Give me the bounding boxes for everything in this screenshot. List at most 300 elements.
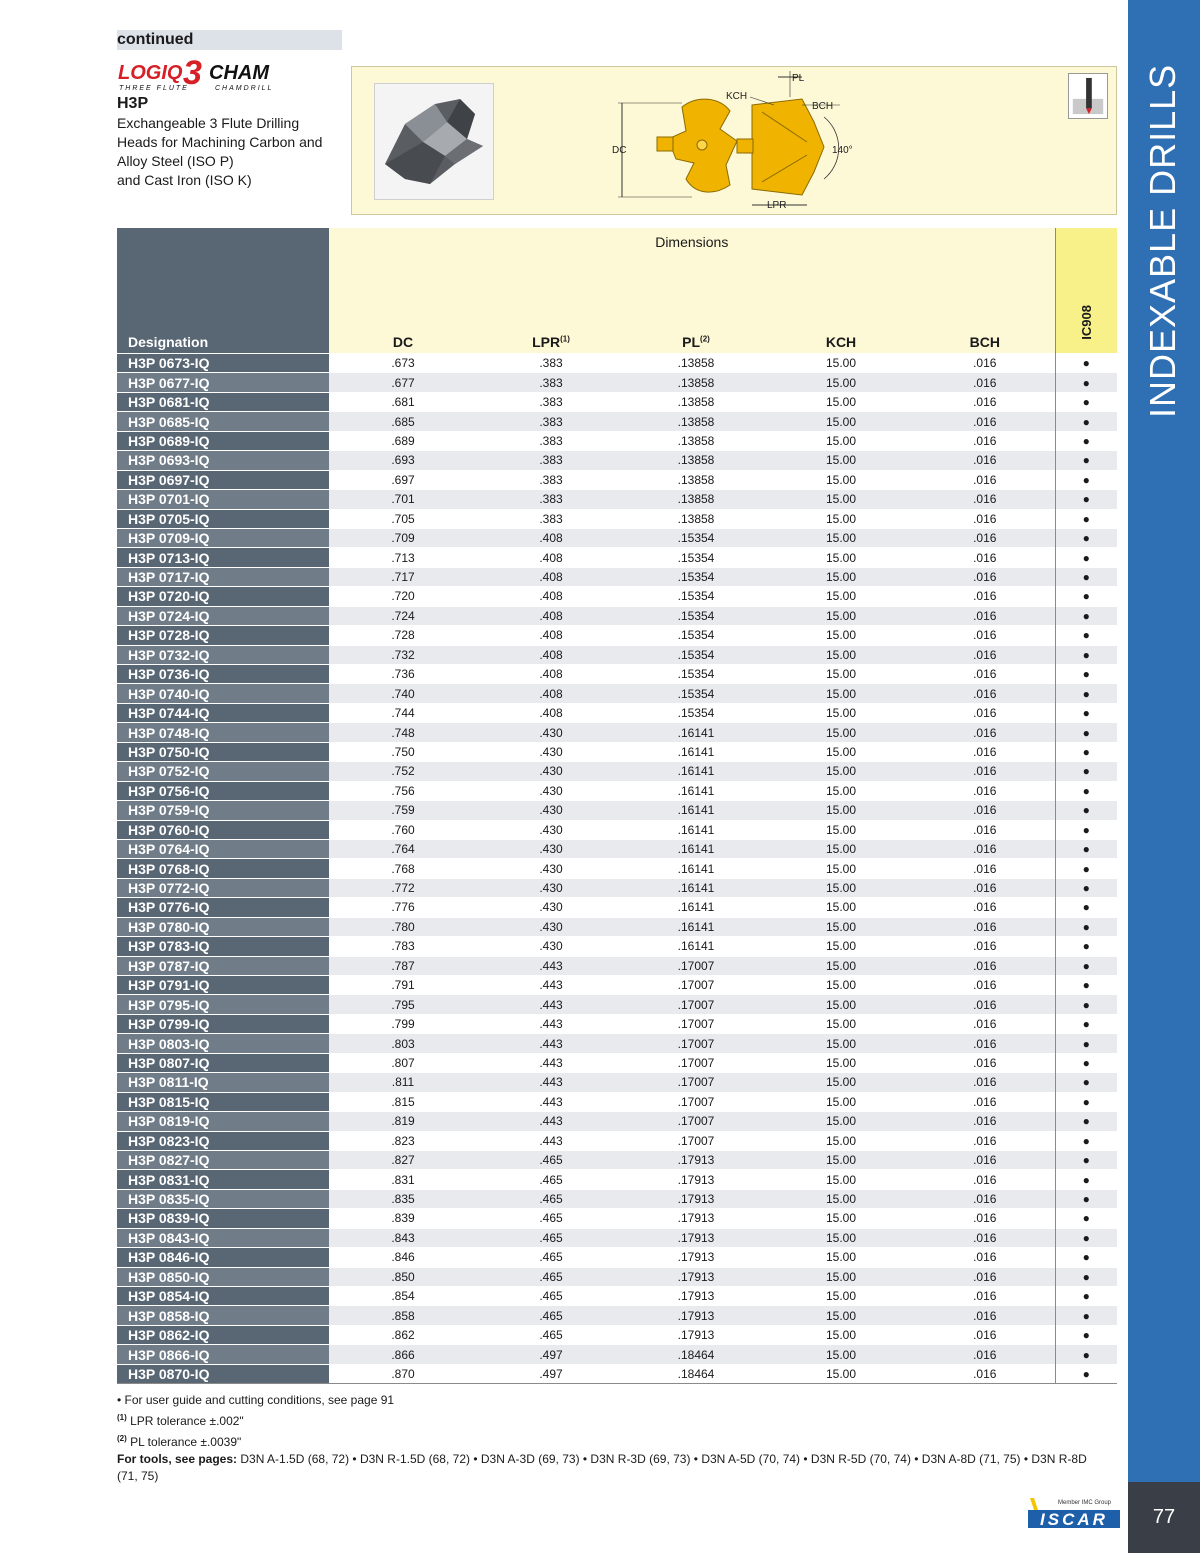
footnote-mark-2: (2) — [700, 334, 710, 344]
stock-indicator: ● — [1055, 1014, 1117, 1033]
cell-pl: .16141 — [625, 878, 767, 897]
table-row — [117, 1228, 1117, 1247]
cell-kch: 15.00 — [767, 1131, 915, 1150]
fn1-mark: (1) — [117, 1413, 127, 1422]
designation-cell: H3P 0724-IQ — [117, 606, 329, 625]
table-row — [117, 1287, 1117, 1306]
product-code: H3P — [117, 95, 149, 112]
stock-indicator: ● — [1055, 1287, 1117, 1306]
cell-kch: 15.00 — [767, 898, 915, 917]
cell-dc: .681 — [329, 392, 477, 411]
cell-lpr: .430 — [477, 723, 625, 742]
stock-indicator: ● — [1055, 917, 1117, 936]
cell-pl: .15354 — [625, 528, 767, 547]
table-row — [117, 470, 1117, 489]
cell-pl: .17913 — [625, 1248, 767, 1267]
cell-bch: .016 — [915, 606, 1055, 625]
table-row — [117, 839, 1117, 858]
cell-pl: .17007 — [625, 995, 767, 1014]
cell-lpr: .443 — [477, 1092, 625, 1111]
iscar-logo — [1028, 1496, 1120, 1530]
designation-cell: H3P 0760-IQ — [117, 820, 329, 839]
cell-bch: .016 — [915, 1034, 1055, 1053]
header-pl-label: PL — [682, 334, 701, 350]
tools-text: D3N A-1.5D (68, 72) • D3N R-1.5D (68, 72) • D3N A-3D (69, 73) • D3N R-3D (69, 73) • D3N A-5D (70, 74) • D3N R-5D (70, 74) • D3N A-8D (71, 75) • D3N R-8D (71, 75) — [117, 1452, 1087, 1483]
header-dc-label: DC — [392, 334, 414, 350]
stock-indicator: ● — [1055, 606, 1117, 625]
stock-indicator: ● — [1055, 937, 1117, 956]
cell-dc: .709 — [329, 528, 477, 547]
cell-kch: 15.00 — [767, 1209, 915, 1228]
cell-bch: .016 — [915, 587, 1055, 606]
designation-cell: H3P 0768-IQ — [117, 859, 329, 878]
stock-indicator: ● — [1055, 956, 1117, 975]
cell-bch: .016 — [915, 820, 1055, 839]
cell-lpr: .443 — [477, 956, 625, 975]
cell-pl: .17913 — [625, 1209, 767, 1228]
cell-dc: .803 — [329, 1034, 477, 1053]
designation-cell: H3P 0803-IQ — [117, 1034, 329, 1053]
table-row — [117, 703, 1117, 722]
cell-bch: .016 — [915, 548, 1055, 567]
cell-dc: .791 — [329, 976, 477, 995]
cell-dc: .807 — [329, 1053, 477, 1072]
table-row — [117, 606, 1117, 625]
cell-pl: .17007 — [625, 1092, 767, 1111]
cell-kch: 15.00 — [767, 645, 915, 664]
stock-indicator: ● — [1055, 1073, 1117, 1092]
cell-bch: .016 — [915, 703, 1055, 722]
header-grade — [1055, 228, 1117, 354]
cell-dc: .701 — [329, 490, 477, 509]
cell-dc: .713 — [329, 548, 477, 567]
designation-cell: H3P 0783-IQ — [117, 937, 329, 956]
cell-dc: .748 — [329, 723, 477, 742]
stock-indicator: ● — [1055, 1267, 1117, 1286]
stock-indicator: ● — [1055, 1150, 1117, 1169]
stock-indicator: ● — [1055, 1112, 1117, 1131]
table-row — [117, 976, 1117, 995]
cell-dc: .744 — [329, 703, 477, 722]
cell-dc: .811 — [329, 1073, 477, 1092]
stock-indicator: ● — [1055, 1034, 1117, 1053]
cell-pl: .15354 — [625, 645, 767, 664]
cell-pl: .17913 — [625, 1228, 767, 1247]
grade-label: IC908 — [1078, 305, 1094, 340]
cell-kch: 15.00 — [767, 490, 915, 509]
header-lpr-label: LPR — [532, 334, 561, 350]
cell-dc: .693 — [329, 451, 477, 470]
stock-indicator: ● — [1055, 1053, 1117, 1072]
cell-kch: 15.00 — [767, 373, 915, 392]
cell-dc: .815 — [329, 1092, 477, 1111]
cell-pl: .17007 — [625, 1053, 767, 1072]
cell-dc: .717 — [329, 567, 477, 586]
cell-pl: .16141 — [625, 742, 767, 761]
cell-kch: 15.00 — [767, 820, 915, 839]
note-user-guide: • For user guide and cutting conditions, see page 91 — [117, 1393, 395, 1407]
cell-kch: 15.00 — [767, 1287, 915, 1306]
cell-pl: .18464 — [625, 1345, 767, 1364]
cell-pl: .13858 — [625, 354, 767, 373]
stock-indicator: ● — [1055, 451, 1117, 470]
fn2-mark: (2) — [117, 1434, 127, 1443]
cell-dc: .823 — [329, 1131, 477, 1150]
cell-kch: 15.00 — [767, 976, 915, 995]
table-row — [117, 548, 1117, 567]
stock-indicator: ● — [1055, 645, 1117, 664]
stock-indicator: ● — [1055, 626, 1117, 645]
table-row — [117, 742, 1117, 761]
designation-cell: H3P 0819-IQ — [117, 1112, 329, 1131]
cell-lpr: .383 — [477, 470, 625, 489]
cell-dc: .780 — [329, 917, 477, 936]
cell-lpr: .430 — [477, 898, 625, 917]
designation-cell: H3P 0772-IQ — [117, 878, 329, 897]
cell-bch: .016 — [915, 412, 1055, 431]
cell-lpr: .383 — [477, 392, 625, 411]
cell-kch: 15.00 — [767, 1267, 915, 1286]
cell-lpr: .430 — [477, 781, 625, 800]
cell-dc: .839 — [329, 1209, 477, 1228]
stock-indicator: ● — [1055, 1345, 1117, 1364]
cell-pl: .17913 — [625, 1267, 767, 1286]
table-row — [117, 1267, 1117, 1286]
cell-kch: 15.00 — [767, 451, 915, 470]
table-row — [117, 878, 1117, 897]
cell-pl: .17007 — [625, 1014, 767, 1033]
header-kch — [767, 256, 915, 354]
cell-lpr: .408 — [477, 606, 625, 625]
cell-dc: .689 — [329, 431, 477, 450]
designation-cell: H3P 0795-IQ — [117, 995, 329, 1014]
table-row — [117, 898, 1117, 917]
page-number: 77 — [1128, 1482, 1200, 1553]
cell-dc: .827 — [329, 1150, 477, 1169]
cell-dc: .732 — [329, 645, 477, 664]
designation-cell: H3P 0839-IQ — [117, 1209, 329, 1228]
stock-indicator: ● — [1055, 567, 1117, 586]
stock-indicator: ● — [1055, 1325, 1117, 1344]
table-row — [117, 587, 1117, 606]
cell-bch: .016 — [915, 781, 1055, 800]
cell-bch: .016 — [915, 451, 1055, 470]
header-dc — [329, 256, 477, 354]
cell-bch: .016 — [915, 431, 1055, 450]
cell-lpr: .465 — [477, 1170, 625, 1189]
stock-indicator: ● — [1055, 373, 1117, 392]
brand-cham: CHAM — [209, 62, 269, 84]
designation-cell: H3P 0776-IQ — [117, 898, 329, 917]
cell-lpr: .408 — [477, 528, 625, 547]
cell-kch: 15.00 — [767, 1034, 915, 1053]
cell-kch: 15.00 — [767, 626, 915, 645]
table-row — [117, 995, 1117, 1014]
cell-lpr: .408 — [477, 645, 625, 664]
stock-indicator: ● — [1055, 1248, 1117, 1267]
cell-pl: .16141 — [625, 839, 767, 858]
header-lpr — [477, 256, 625, 354]
cell-lpr: .465 — [477, 1189, 625, 1208]
dimension-diagram — [602, 67, 862, 216]
cell-dc: .862 — [329, 1325, 477, 1344]
cell-pl: .17007 — [625, 956, 767, 975]
cell-dc: .776 — [329, 898, 477, 917]
table-row — [117, 1345, 1117, 1364]
designation-cell: H3P 0780-IQ — [117, 917, 329, 936]
cell-pl: .16141 — [625, 898, 767, 917]
cell-kch: 15.00 — [767, 548, 915, 567]
designation-cell: H3P 0835-IQ — [117, 1189, 329, 1208]
cell-pl: .17007 — [625, 1112, 767, 1131]
header-pl — [625, 256, 767, 354]
cell-lpr: .430 — [477, 820, 625, 839]
table-row — [117, 1073, 1117, 1092]
cell-kch: 15.00 — [767, 742, 915, 761]
cell-bch: .016 — [915, 917, 1055, 936]
cell-dc: .843 — [329, 1228, 477, 1247]
stock-indicator: ● — [1055, 412, 1117, 431]
cell-pl: .15354 — [625, 703, 767, 722]
designation-cell: H3P 0799-IQ — [117, 1014, 329, 1033]
cell-dc: .720 — [329, 587, 477, 606]
stock-indicator: ● — [1055, 995, 1117, 1014]
cell-dc: .760 — [329, 820, 477, 839]
cell-kch: 15.00 — [767, 1170, 915, 1189]
cell-dc: .772 — [329, 878, 477, 897]
stock-indicator: ● — [1055, 723, 1117, 742]
cell-kch: 15.00 — [767, 995, 915, 1014]
label-lpr: LPR — [767, 200, 787, 211]
cell-kch: 15.00 — [767, 723, 915, 742]
cell-dc: .819 — [329, 1112, 477, 1131]
cell-dc: .705 — [329, 509, 477, 528]
cell-pl: .15354 — [625, 665, 767, 684]
description-line: Alloy Steel (ISO P) — [117, 153, 234, 169]
designation-cell: H3P 0858-IQ — [117, 1306, 329, 1325]
cell-kch: 15.00 — [767, 431, 915, 450]
cell-kch: 15.00 — [767, 1014, 915, 1033]
stock-indicator: ● — [1055, 820, 1117, 839]
table-row — [117, 412, 1117, 431]
designation-cell: H3P 0673-IQ — [117, 354, 329, 373]
table-row — [117, 645, 1117, 664]
designation-cell: H3P 0681-IQ — [117, 392, 329, 411]
cell-dc: .831 — [329, 1170, 477, 1189]
footnote-mark-1: (1) — [560, 334, 570, 344]
table-row — [117, 1053, 1117, 1072]
cell-bch: .016 — [915, 1228, 1055, 1247]
insert-side-view — [737, 99, 824, 195]
cell-pl: .17007 — [625, 1073, 767, 1092]
cell-kch: 15.00 — [767, 1364, 915, 1383]
cell-kch: 15.00 — [767, 956, 915, 975]
cell-dc: .764 — [329, 839, 477, 858]
cell-lpr: .430 — [477, 917, 625, 936]
designation-cell: H3P 0807-IQ — [117, 1053, 329, 1072]
cell-dc: .685 — [329, 412, 477, 431]
cell-bch: .016 — [915, 1209, 1055, 1228]
label-pl: PL — [792, 73, 805, 84]
cell-lpr: .408 — [477, 587, 625, 606]
stock-indicator: ● — [1055, 470, 1117, 489]
cell-lpr: .443 — [477, 1034, 625, 1053]
table-row — [117, 528, 1117, 547]
cell-pl: .16141 — [625, 859, 767, 878]
cell-kch: 15.00 — [767, 587, 915, 606]
cell-bch: .016 — [915, 1325, 1055, 1344]
cell-pl: .16141 — [625, 762, 767, 781]
cell-kch: 15.00 — [767, 470, 915, 489]
cell-kch: 15.00 — [767, 567, 915, 586]
cell-bch: .016 — [915, 354, 1055, 373]
designation-cell: H3P 0854-IQ — [117, 1287, 329, 1306]
header-bch-label: BCH — [969, 334, 1000, 350]
cell-lpr: .383 — [477, 451, 625, 470]
cell-pl: .16141 — [625, 781, 767, 800]
cell-bch: .016 — [915, 723, 1055, 742]
cell-lpr: .383 — [477, 354, 625, 373]
designation-cell: H3P 0815-IQ — [117, 1092, 329, 1111]
cell-lpr: .443 — [477, 1053, 625, 1072]
designation-cell: H3P 0744-IQ — [117, 703, 329, 722]
cell-lpr: .430 — [477, 839, 625, 858]
cell-pl: .15354 — [625, 548, 767, 567]
cell-bch: .016 — [915, 392, 1055, 411]
cell-lpr: .408 — [477, 703, 625, 722]
cell-bch: .016 — [915, 1112, 1055, 1131]
cell-lpr: .443 — [477, 1014, 625, 1033]
cell-lpr: .383 — [477, 412, 625, 431]
note-tools — [117, 1451, 1107, 1485]
cell-bch: .016 — [915, 859, 1055, 878]
continued-label: continued — [117, 30, 342, 50]
stock-indicator: ● — [1055, 548, 1117, 567]
specification-table — [117, 228, 1117, 1384]
table-row — [117, 1150, 1117, 1169]
cell-pl: .16141 — [625, 917, 767, 936]
cell-dc: .740 — [329, 684, 477, 703]
cell-dc: .846 — [329, 1248, 477, 1267]
cell-pl: .17913 — [625, 1325, 767, 1344]
cell-dc: .768 — [329, 859, 477, 878]
cell-pl: .13858 — [625, 451, 767, 470]
cell-bch: .016 — [915, 1189, 1055, 1208]
product-description — [117, 114, 349, 190]
stock-indicator: ● — [1055, 742, 1117, 761]
designation-cell: H3P 0693-IQ — [117, 451, 329, 470]
table-row — [117, 781, 1117, 800]
cell-lpr: .430 — [477, 878, 625, 897]
cell-bch: .016 — [915, 956, 1055, 975]
cell-lpr: .430 — [477, 762, 625, 781]
label-angle: 140° — [832, 145, 853, 156]
description-line: Exchangeable 3 Flute Drilling — [117, 115, 300, 131]
designation-cell: H3P 0870-IQ — [117, 1364, 329, 1383]
cell-dc: .677 — [329, 373, 477, 392]
stock-indicator: ● — [1055, 587, 1117, 606]
cell-pl: .15354 — [625, 626, 767, 645]
table-row — [117, 859, 1117, 878]
cell-bch: .016 — [915, 684, 1055, 703]
stock-indicator: ● — [1055, 762, 1117, 781]
stock-indicator: ● — [1055, 898, 1117, 917]
cell-pl: .17913 — [625, 1189, 767, 1208]
table-row — [117, 801, 1117, 820]
cell-dc: .752 — [329, 762, 477, 781]
cell-bch: .016 — [915, 373, 1055, 392]
cell-bch: .016 — [915, 626, 1055, 645]
cell-bch: .016 — [915, 665, 1055, 684]
cell-kch: 15.00 — [767, 1053, 915, 1072]
cell-bch: .016 — [915, 937, 1055, 956]
stock-indicator: ● — [1055, 1209, 1117, 1228]
cell-bch: .016 — [915, 878, 1055, 897]
table-row — [117, 1189, 1117, 1208]
designation-cell: H3P 0846-IQ — [117, 1248, 329, 1267]
cell-pl: .16141 — [625, 723, 767, 742]
table-row — [117, 1364, 1117, 1383]
cell-kch: 15.00 — [767, 839, 915, 858]
cell-lpr: .465 — [477, 1325, 625, 1344]
cell-kch: 15.00 — [767, 859, 915, 878]
cell-dc: .858 — [329, 1306, 477, 1325]
stock-indicator: ● — [1055, 839, 1117, 858]
table-row — [117, 1209, 1117, 1228]
cell-kch: 15.00 — [767, 781, 915, 800]
cell-bch: .016 — [915, 1267, 1055, 1286]
cell-dc: .783 — [329, 937, 477, 956]
cell-bch: .016 — [915, 742, 1055, 761]
cell-bch: .016 — [915, 1073, 1055, 1092]
cell-lpr: .408 — [477, 665, 625, 684]
table-row — [117, 626, 1117, 645]
stock-indicator: ● — [1055, 801, 1117, 820]
designation-cell: H3P 0701-IQ — [117, 490, 329, 509]
cell-lpr: .465 — [477, 1287, 625, 1306]
cell-bch: .016 — [915, 567, 1055, 586]
cell-bch: .016 — [915, 976, 1055, 995]
cell-bch: .016 — [915, 1345, 1055, 1364]
cell-pl: .13858 — [625, 373, 767, 392]
cell-pl: .15354 — [625, 567, 767, 586]
designation-cell: H3P 0713-IQ — [117, 548, 329, 567]
cell-lpr: .465 — [477, 1228, 625, 1247]
cell-pl: .17007 — [625, 1131, 767, 1150]
cell-lpr: .383 — [477, 431, 625, 450]
brand-sub-right: CHAMDRILL — [215, 85, 274, 92]
cell-pl: .15354 — [625, 606, 767, 625]
iscar-wordmark: ISCAR — [1040, 1510, 1108, 1529]
section-title: INDEXABLE DRILLS — [1142, 63, 1183, 418]
cell-lpr: .408 — [477, 684, 625, 703]
stock-indicator: ● — [1055, 1189, 1117, 1208]
table-row — [117, 723, 1117, 742]
designation-cell: H3P 0717-IQ — [117, 567, 329, 586]
table-row — [117, 1325, 1117, 1344]
designation-cell: H3P 0823-IQ — [117, 1131, 329, 1150]
designation-cell: H3P 0689-IQ — [117, 431, 329, 450]
cell-dc: .866 — [329, 1345, 477, 1364]
footnotes — [117, 1392, 1107, 1485]
cell-kch: 15.00 — [767, 684, 915, 703]
cell-kch: 15.00 — [767, 1150, 915, 1169]
designation-cell: H3P 0740-IQ — [117, 684, 329, 703]
designation-cell: H3P 0831-IQ — [117, 1170, 329, 1189]
designation-cell: H3P 0764-IQ — [117, 839, 329, 858]
drill-application-icon — [1068, 73, 1108, 119]
designation-cell: H3P 0850-IQ — [117, 1267, 329, 1286]
